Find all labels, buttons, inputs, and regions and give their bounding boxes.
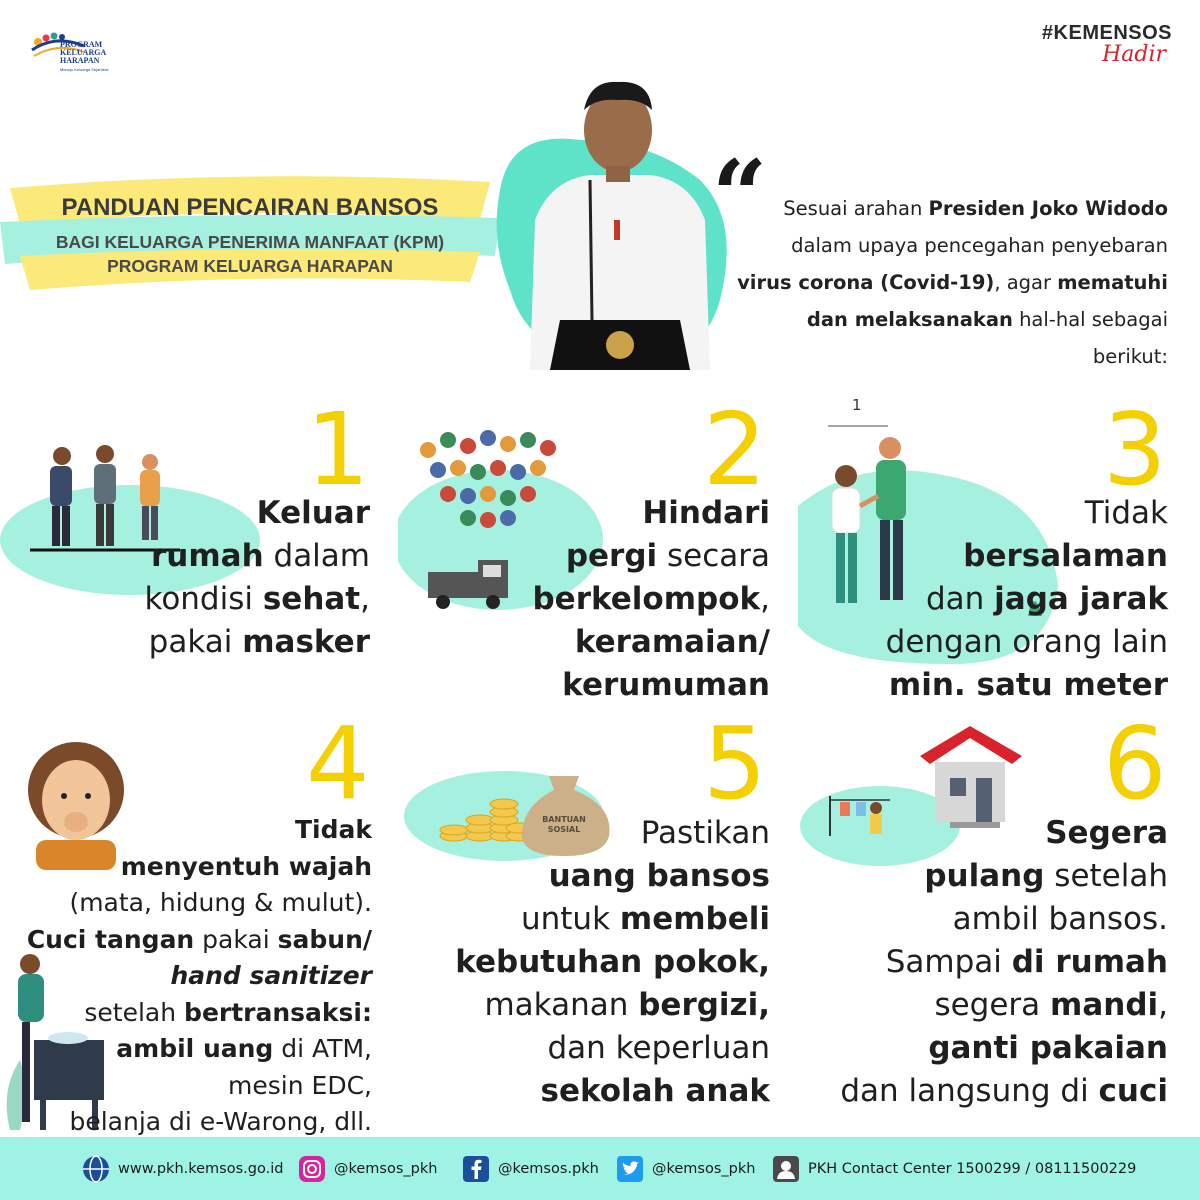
footer-twitter-text: @kemsos_pkh [652, 1161, 756, 1177]
hashtag: #KEMENSOS [1041, 22, 1172, 44]
tip-3-text: Tidak bersalaman dan jaga jarak dengan orang lain min. satu meter [885, 495, 1168, 703]
intro-quote: Sesuai arahan Presiden Joko Widodo dalam upaya pencegahan penyebaran virus corona (Covid-19), agar mematuhi dan melaksanakan hal-hal sebagai berikut: [737, 197, 1168, 368]
footer-facebook-text: @kemsos.pkh [498, 1161, 599, 1177]
tip-2-text: Hindari pergi secara berkelompok, keramaian/ kerumuman [532, 495, 770, 703]
banner-line-2: PROGRAM KELUARGA HARAPAN [107, 256, 393, 276]
footer-website[interactable] [82, 1155, 283, 1183]
tip-2-number: 2 [703, 391, 767, 508]
globe-icon [82, 1155, 110, 1183]
tip-4-number: 4 [306, 705, 370, 822]
tip-1-text: Keluar rumah dalam kondisi sehat, pakai masker [144, 495, 370, 660]
footer-contact[interactable] [772, 1155, 1136, 1183]
tip-5-text: Pastikan uang bansos untuk membeli kebutuhan pokok, makanan bergizi, dan keperluan sekolah anak [455, 815, 770, 1109]
banner-line-1: BAGI KELUARGA PENERIMA MANFAAT (KPM) [55, 232, 445, 252]
banner-brush-strokes [0, 160, 500, 300]
footer-twitter[interactable] [616, 1155, 755, 1183]
bag-label-2: SOSIAL [547, 825, 581, 834]
footer-website-text: www.pkh.kemsos.go.id [118, 1161, 284, 1177]
contact-center-icon [772, 1155, 800, 1183]
distance-label: 1 [852, 396, 862, 414]
tip-4-text: Tidak menyentuh wajah (mata, hidung & mulut). Cuci tangan pakai sabun/ hand sanitizer setelah bertransaksi: ambil uang di ATM, mesin EDC, belanja di e-Warong, dll. [26, 815, 372, 1136]
facebook-icon [462, 1155, 490, 1183]
twitter-icon [616, 1155, 644, 1183]
footer-contact-text: PKH Contact Center 1500299 / 08111500229 [808, 1161, 1137, 1177]
tip-5-number: 5 [703, 705, 767, 822]
hadir-script: Hadir [1102, 42, 1166, 67]
president-photo [490, 70, 740, 370]
banner-title: PANDUAN PENCAIRAN BANSOS [61, 194, 439, 221]
instagram-icon [298, 1155, 326, 1183]
logo-text: PROGRAM KELUARGA HARAPAN [60, 40, 107, 65]
quote-mark-icon: “ [712, 139, 768, 252]
tip-1-number: 1 [306, 391, 370, 508]
footer-facebook[interactable] [462, 1155, 599, 1183]
footer-instagram-text: @kemsos_pkh [334, 1161, 438, 1177]
logo-tagline: Menuju Keluarga Sejahtera [60, 67, 109, 72]
bag-label-1: BANTUAN [542, 815, 586, 824]
footer-instagram[interactable] [298, 1155, 437, 1183]
tip-6-number: 6 [1103, 705, 1167, 822]
tip-3-number: 3 [1103, 391, 1167, 508]
tip-6-text: Segera pulang setelah ambil bansos. Sampai di rumah segera mandi, ganti pakaian dan langsung di cuci [840, 815, 1168, 1109]
